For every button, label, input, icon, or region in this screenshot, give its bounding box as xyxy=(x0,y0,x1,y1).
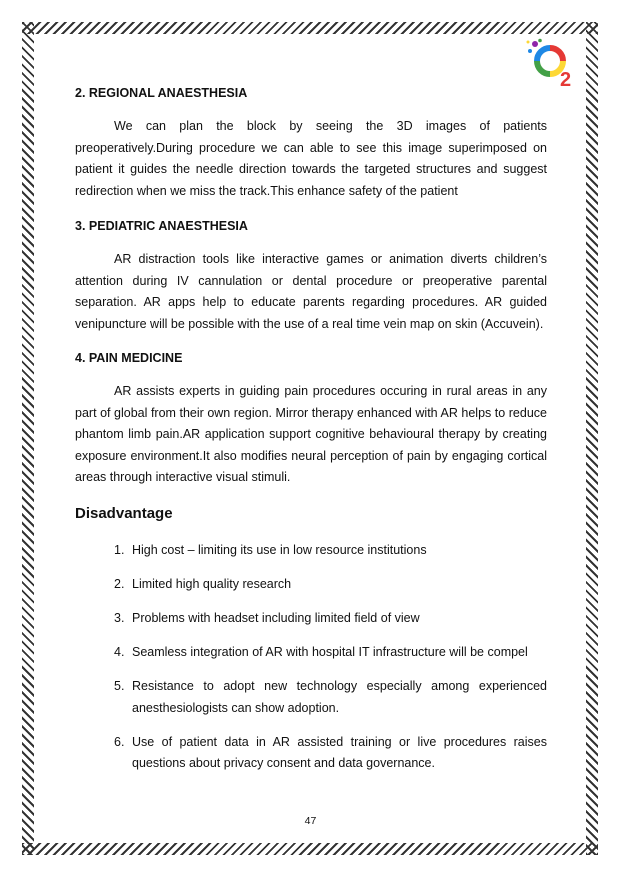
list-item xyxy=(114,608,547,630)
list-item-number: 2. xyxy=(114,577,125,591)
decorative-border-left xyxy=(22,22,34,855)
list-item-text: Problems with headset including limited field of view xyxy=(132,611,420,625)
page-number: 47 xyxy=(304,815,317,827)
logo-subscript: 2 xyxy=(560,69,572,88)
list-item-number: 5. xyxy=(114,679,125,693)
list-item xyxy=(114,540,547,562)
section-heading-regional: 2. REGIONAL ANAESTHESIA xyxy=(75,86,248,100)
list-item-text: High cost – limiting its use in low resource institutions xyxy=(132,543,427,557)
list-item xyxy=(114,574,547,596)
decorative-border-right xyxy=(586,22,598,855)
section-paragraph-pediatric: AR distraction tools like interactive games or animation diverts children’s attention during IV cannulation or dental procedure or preoperative parental separation. AR apps help to educate parents regarding procedures. AR guided venipuncture will be possible with the use of a real time vein map on skin (Accuvein). xyxy=(75,252,547,331)
disadvantage-heading: Disadvantage xyxy=(75,505,173,522)
list-item xyxy=(114,732,547,775)
list-item xyxy=(114,676,547,719)
list-item-number: 6. xyxy=(114,734,125,749)
decorative-border-top xyxy=(22,22,598,34)
list-item xyxy=(114,642,547,664)
list-item-text: Resistance to adopt new technology especially among experienced anesthesiologists can show adoption. xyxy=(132,679,547,715)
list-item-number: 1. xyxy=(114,543,125,557)
o2-logo-icon xyxy=(524,38,578,88)
section-heading-pain: 4. PAIN MEDICINE xyxy=(75,351,183,365)
section-paragraph-pain: AR assists experts in guiding pain procedures occuring in rural areas in any part of global from their own region. Mirror therapy enhanced with AR helps to reduce phantom limb pain.AR application support cognitive behavioural therapy by creating exposure environment.It also modifies neural perception of pain by engaging cortical areas through interactive visual stimuli. xyxy=(75,384,547,484)
section-paragraph-regional: We can plan the block by seeing the 3D images of patients preoperatively.During procedure we can able to see this image superimposed on patient it guides the needle direction towards the targeted structures and suggest redirection when we miss the track.This enhance safety of the patient xyxy=(75,119,547,198)
list-item-text: Limited high quality research xyxy=(132,577,292,591)
list-item-text: Use of patient data in AR assisted training or live procedures raises questions about privacy consent and data governance. xyxy=(132,734,547,770)
disadvantage-list xyxy=(114,540,547,787)
list-item-number: 3. xyxy=(114,611,125,625)
list-item-number: 4. xyxy=(114,645,125,659)
decorative-border-bottom xyxy=(22,843,598,855)
section-heading-pediatric: 3. PEDIATRIC ANAESTHESIA xyxy=(75,219,248,233)
list-item-text: Seamless integration of AR with hospital IT infrastructure will be compel xyxy=(132,645,528,659)
